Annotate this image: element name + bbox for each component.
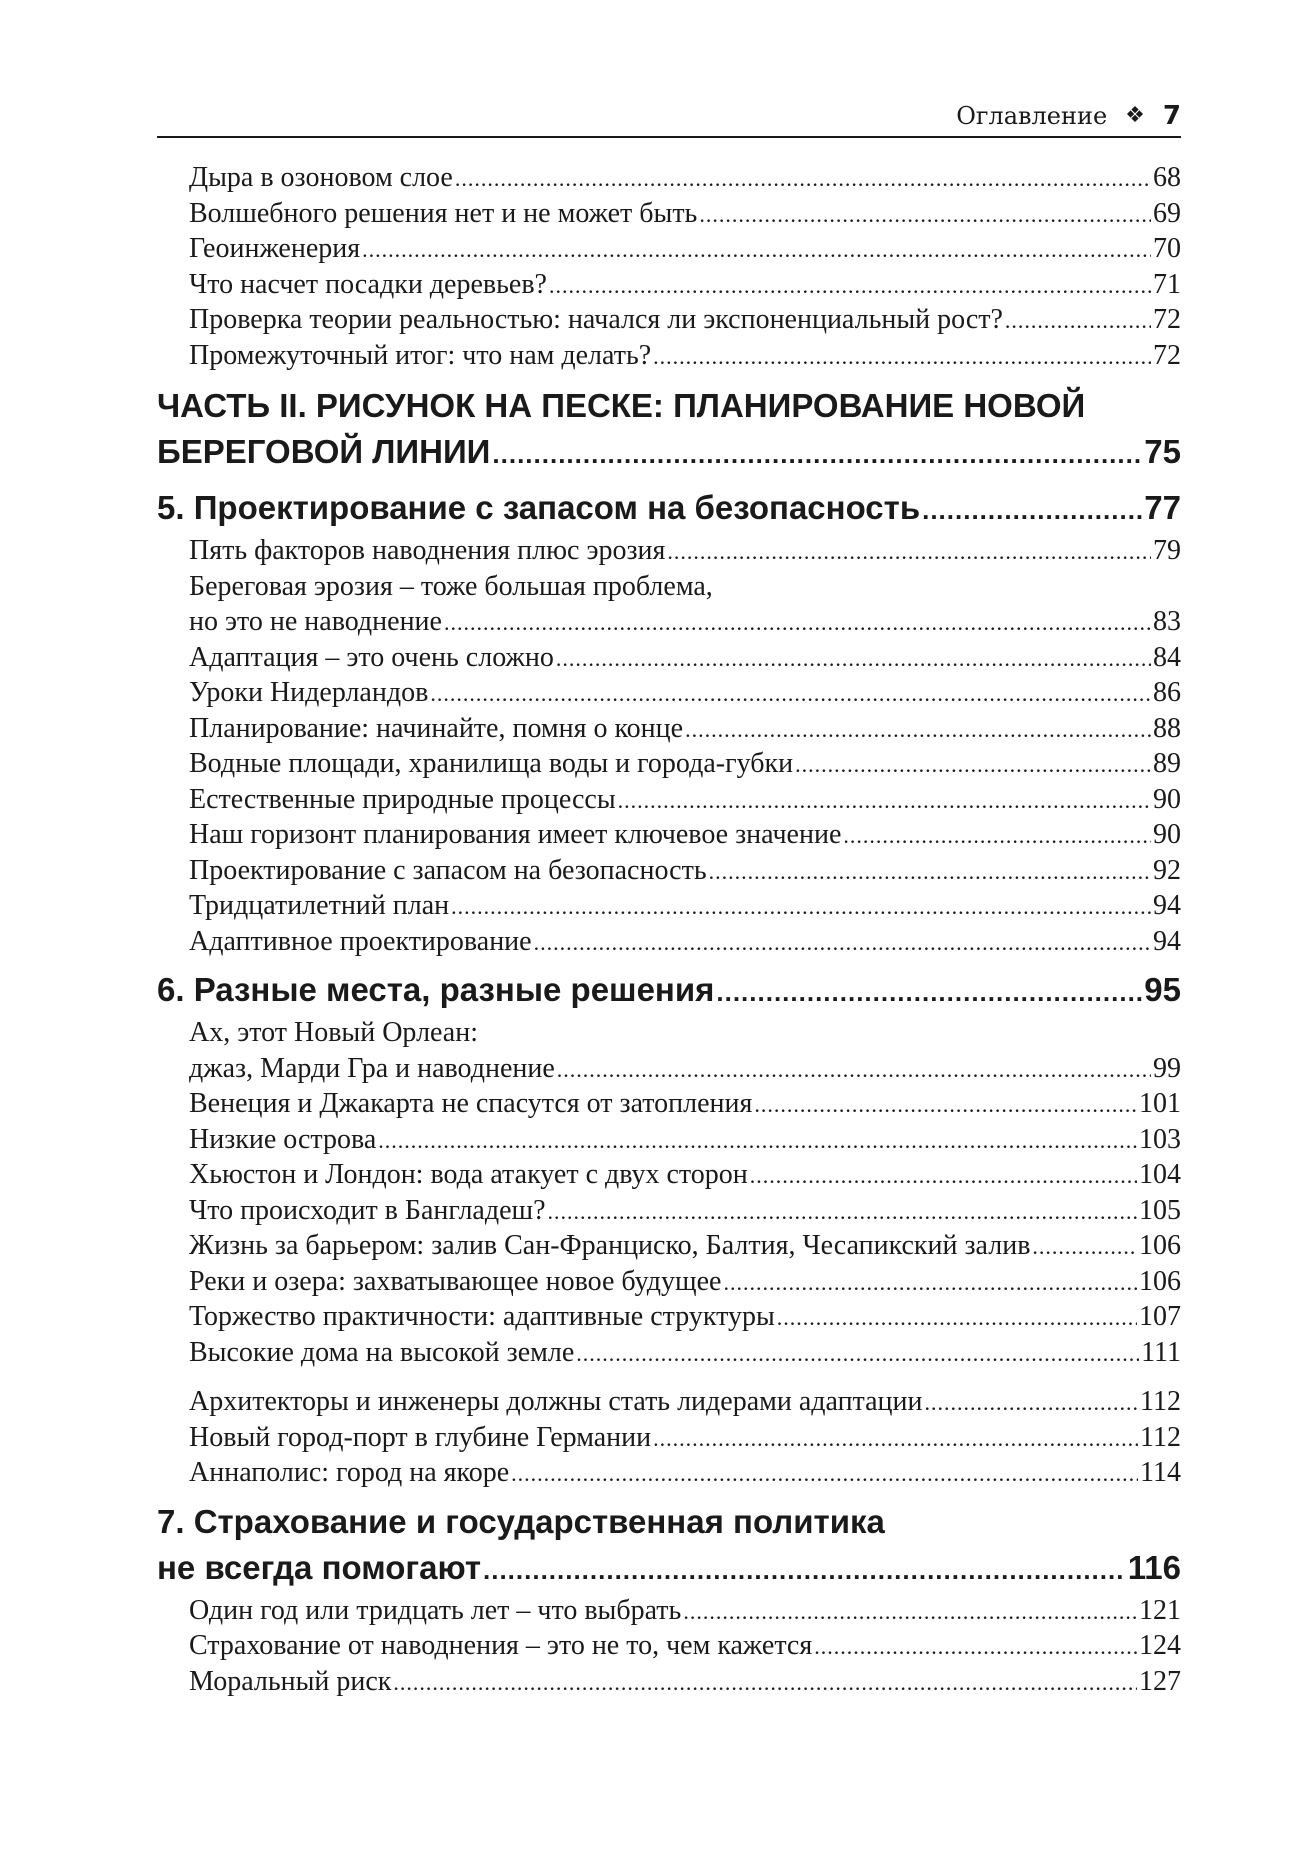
toc-chapter-heading[interactable] [157, 967, 1181, 1015]
toc-entry[interactable] [157, 675, 1181, 711]
dot-leader [362, 231, 1151, 268]
toc-entry[interactable] [157, 160, 1181, 196]
toc-entry-title: Новый город-порт в глубине Германии [189, 1421, 652, 1453]
toc-entry-title: Наш горизонт планирования имеет ключевое значение [189, 819, 842, 850]
toc-entry[interactable] [157, 853, 1181, 889]
toc-entry[interactable] [157, 1664, 1181, 1700]
toc-part-heading[interactable] [157, 383, 1181, 477]
toc-entry-page: 71 [1153, 268, 1181, 300]
toc-entry-title: Геоинженерия [189, 233, 361, 264]
table-of-contents [157, 160, 1181, 1699]
dot-leader [511, 1455, 1138, 1492]
dot-leader [378, 1122, 1137, 1159]
toc-entry-page: 79 [1153, 535, 1181, 566]
toc-entry[interactable] [157, 231, 1181, 267]
dot-leader [814, 1628, 1137, 1665]
toc-entry-title: Промежуточный итог: что нам делать? [189, 339, 652, 371]
chapter-page: 95 [1144, 971, 1181, 1008]
dot-leader [843, 817, 1151, 854]
dot-leader [549, 267, 1151, 304]
toc-entry-title: Адаптивное проектирование [189, 925, 532, 957]
ornament-icon: ❖ [1125, 103, 1145, 128]
toc-entry-title: Планирование: начинайте, помня о конце [189, 712, 684, 744]
toc-entry-page: 111 [1141, 1336, 1181, 1368]
toc-entry-title: Волшебного решения нет и не может быть [189, 197, 698, 229]
dot-leader [576, 1335, 1139, 1372]
dot-leader [492, 429, 1142, 477]
toc-entry-title: Аннаполис: город на якоре [189, 1457, 510, 1488]
toc-entry-page: 70 [1153, 233, 1181, 264]
chapter-page: 77 [1144, 489, 1181, 526]
toc-entry-title: Адаптация – это очень сложно [189, 641, 554, 673]
toc-entry-page: 90 [1153, 783, 1181, 815]
toc-entry-title: Реки и озера: захватывающее новое будущее [189, 1265, 722, 1297]
toc-entry-title: Дыра в озоновом слое [189, 162, 453, 193]
toc-entry-page: 68 [1153, 162, 1181, 193]
dot-leader [716, 967, 1142, 1015]
toc-entry-page: 94 [1153, 925, 1181, 957]
toc-entry[interactable] [157, 196, 1181, 232]
toc-entry[interactable] [157, 1264, 1181, 1300]
toc-entry-page: 104 [1139, 1159, 1181, 1190]
toc-entry[interactable] [157, 1157, 1181, 1193]
toc-entry-page: 106 [1139, 1230, 1181, 1261]
toc-entry-title: джаз, Марди Гра и наводнение [189, 1052, 555, 1084]
toc-entry-title: Уроки Нидерландов [189, 677, 429, 708]
dot-leader [667, 533, 1151, 570]
toc-entry-row [157, 604, 1181, 640]
toc-entry[interactable] [157, 1384, 1181, 1420]
toc-entry[interactable] [157, 267, 1181, 303]
toc-entry[interactable] [157, 888, 1181, 924]
toc-entry-title: Что происходит в Бангладеш? [189, 1194, 546, 1226]
toc-entry[interactable] [157, 711, 1181, 747]
toc-entry[interactable] [157, 924, 1181, 960]
part-page: 75 [1144, 433, 1181, 470]
chapter-title: 6. Разные места, разные решения [157, 971, 715, 1008]
toc-entry[interactable] [157, 1593, 1181, 1629]
dot-leader [557, 1051, 1151, 1088]
toc-entry-page: 114 [1140, 1457, 1181, 1488]
part-title-line: БЕРЕГОВОЙ ЛИНИИ [157, 433, 491, 470]
toc-entry-row [157, 1051, 1181, 1087]
toc-entry[interactable] [157, 302, 1181, 338]
toc-entry-page: 72 [1153, 339, 1181, 371]
toc-entry[interactable] [157, 1086, 1181, 1122]
dot-leader [653, 1420, 1138, 1457]
toc-entry-title: Жизнь за барьером: залив Сан-Франциско, Балтия, Чесапикский залив [189, 1230, 1031, 1261]
toc-entry-page: 89 [1153, 748, 1181, 779]
toc-entry-page: 101 [1139, 1088, 1181, 1119]
dot-leader [483, 1545, 1126, 1593]
toc-entry[interactable] [157, 1299, 1181, 1335]
dot-leader [922, 485, 1142, 533]
toc-entry-title: Один год или тридцать лет – что выбрать [189, 1594, 682, 1626]
toc-entry-title: Страхование от наводнения – это не то, чем кажется [189, 1630, 813, 1661]
toc-entry[interactable] [157, 1628, 1181, 1664]
toc-entry-page: 112 [1140, 1386, 1181, 1417]
dot-leader [556, 640, 1151, 677]
toc-entry-page: 105 [1139, 1194, 1181, 1226]
header-section-title: Оглавление [956, 102, 1108, 130]
dot-leader [451, 888, 1151, 925]
part-title-line: ЧАСТЬ II. РИСУНОК НА ПЕСКЕ: ПЛАНИРОВАНИЕ НОВОЙ [157, 387, 1086, 424]
toc-entry-title: Низкие острова [189, 1123, 377, 1155]
dot-leader [750, 1157, 1137, 1194]
toc-entry-title: Тридцатилетний план [189, 890, 450, 921]
toc-entry-title: Проверка теории реальностью: начался ли экспоненциальный рост? [189, 304, 1003, 335]
toc-entry-page: 106 [1139, 1265, 1181, 1297]
dot-leader [699, 196, 1151, 233]
dot-leader [444, 604, 1151, 641]
dot-leader [1005, 302, 1151, 339]
toc-entry-page: 90 [1153, 819, 1181, 850]
toc-entry-page: 94 [1153, 890, 1181, 921]
toc-entry[interactable] [157, 1122, 1181, 1158]
header-page-number: 7 [1162, 101, 1181, 131]
toc-entry[interactable] [157, 817, 1181, 853]
toc-entry-title: Высокие дома на высокой земле [189, 1336, 575, 1368]
chapter-title: не всегда помогают [157, 1548, 481, 1586]
dot-leader [455, 160, 1151, 197]
toc-entry-page: 127 [1139, 1665, 1181, 1697]
toc-chapter-heading[interactable] [157, 485, 1181, 533]
toc-entry[interactable] [157, 1420, 1181, 1456]
toc-entry-page: 112 [1140, 1421, 1181, 1453]
toc-entry[interactable] [157, 746, 1181, 782]
dot-leader [548, 1193, 1137, 1230]
dot-leader [925, 1384, 1139, 1421]
dot-leader [683, 1593, 1137, 1630]
toc-entry-page: 99 [1153, 1052, 1181, 1084]
dot-leader [709, 853, 1151, 890]
dot-leader [777, 1299, 1137, 1336]
chapter-title-row [157, 1545, 1181, 1593]
toc-entry-page: 72 [1153, 304, 1181, 335]
toc-entry[interactable] [157, 1193, 1181, 1229]
toc-entry[interactable] [157, 1228, 1181, 1264]
toc-entry[interactable] [157, 1455, 1181, 1491]
toc-entry-title: Проектирование с запасом на безопасность [189, 854, 707, 886]
dot-leader [754, 1086, 1137, 1123]
toc-entry-page: 83 [1153, 606, 1181, 637]
dot-leader [723, 1264, 1137, 1301]
toc-chapter-heading[interactable] [157, 1499, 1181, 1593]
toc-entry-page: 107 [1139, 1301, 1181, 1332]
chapter-title: 5. Проектирование с запасом на безопасность [157, 489, 921, 526]
toc-entry[interactable] [157, 533, 1181, 569]
toc-entry-title: Торжество практичности: адаптивные структуры [189, 1301, 775, 1332]
dot-leader [685, 711, 1151, 748]
toc-entry-title: Хьюстон и Лондон: вода атакует с двух сторон [189, 1159, 748, 1190]
toc-entry-title: Пять факторов наводнения плюс эрозия [189, 535, 666, 566]
toc-entry-title: Архитекторы и инженеры должны стать лидерами адаптации [189, 1386, 923, 1417]
toc-entry[interactable] [157, 1335, 1181, 1371]
toc-entry-page: 69 [1153, 197, 1181, 229]
toc-entry[interactable] [157, 640, 1181, 676]
toc-entry[interactable] [157, 569, 1181, 640]
dot-leader [618, 782, 1151, 819]
dot-leader [653, 338, 1151, 375]
toc-entry-title: но это не наводнение [189, 606, 442, 637]
toc-entry-page: 88 [1153, 712, 1181, 744]
toc-entry[interactable] [157, 1015, 1181, 1086]
dot-leader [795, 746, 1151, 783]
running-header [157, 96, 1181, 138]
toc-entry-page: 103 [1139, 1123, 1181, 1155]
dot-leader [393, 1664, 1137, 1701]
toc-entry-page: 84 [1153, 641, 1181, 673]
part-title-row [157, 429, 1181, 477]
dot-leader [534, 924, 1151, 961]
toc-entry-page: 124 [1139, 1630, 1181, 1661]
toc-entry-page: 121 [1139, 1594, 1181, 1626]
toc-entry[interactable] [157, 338, 1181, 374]
chapter-page: 116 [1127, 1548, 1181, 1586]
toc-entry-title: Ах, этот Новый Орлеан: [189, 1017, 478, 1048]
dot-leader [1032, 1228, 1137, 1265]
toc-entry-title: Моральный риск [189, 1665, 392, 1697]
toc-entry-title: Венеция и Джакарта не спасутся от затопления [189, 1088, 753, 1119]
toc-entry-title: Береговая эрозия – тоже большая проблема, [189, 570, 713, 602]
chapter-title: 7. Страхование и государственная политика [157, 1502, 885, 1540]
toc-entry-title: Что насчет посадки деревьев? [189, 268, 547, 300]
toc-entry-title: Естественные природные процессы [189, 783, 616, 815]
toc-entry[interactable] [157, 782, 1181, 818]
dot-leader [430, 675, 1151, 712]
toc-entry-title: Водные площади, хранилища воды и города-губки [189, 748, 794, 779]
toc-entry-page: 86 [1153, 677, 1181, 708]
toc-entry-page: 92 [1153, 854, 1181, 886]
